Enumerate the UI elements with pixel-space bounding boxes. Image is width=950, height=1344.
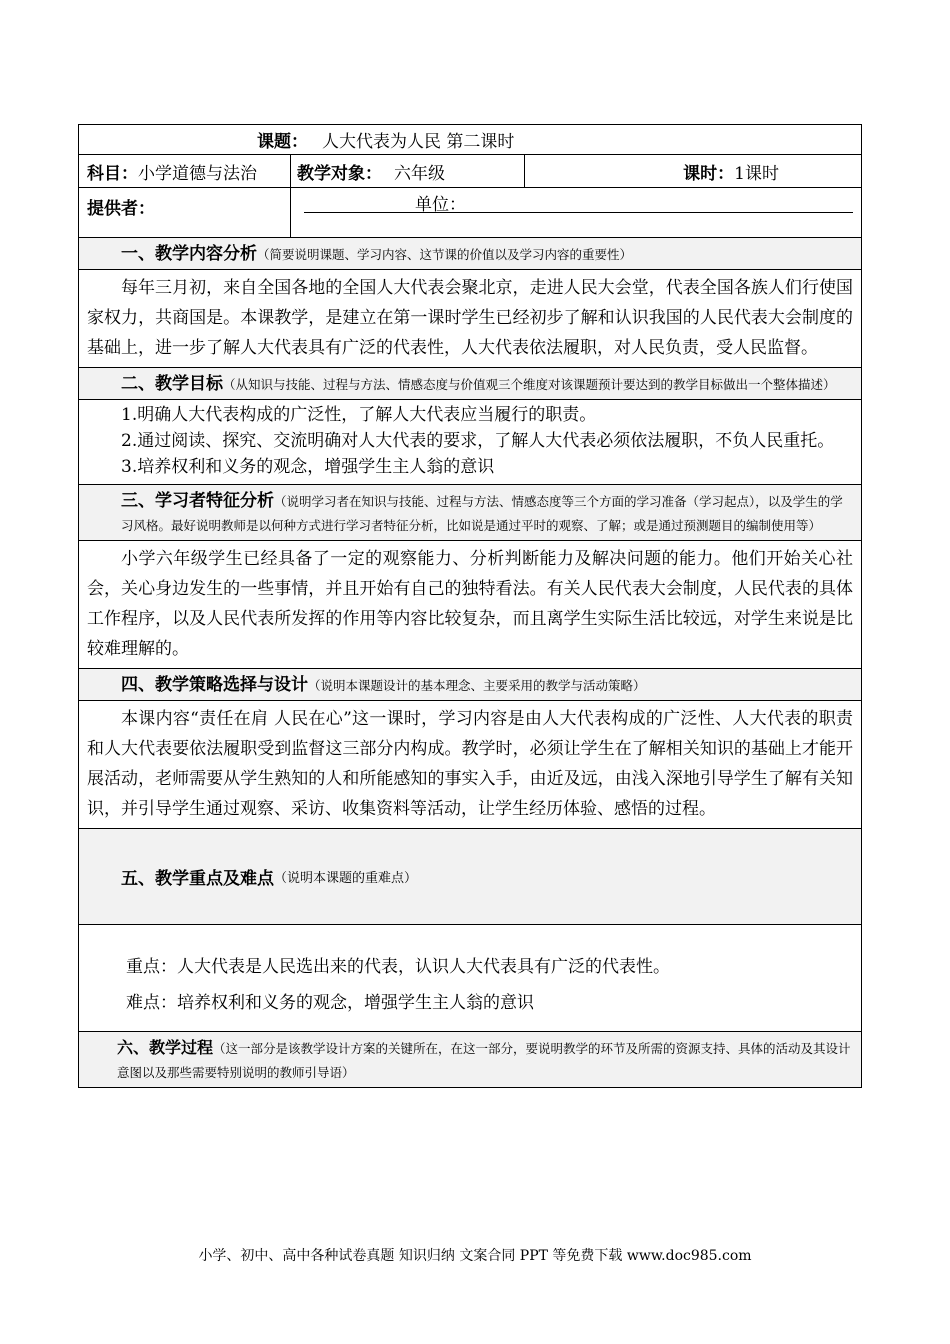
section6-header [79,1032,861,1087]
section3-header [79,485,861,541]
audience-cell [291,155,525,187]
topic-row [79,125,861,155]
section1-title: 一、教学内容分析 [121,244,257,264]
info-row [79,155,861,188]
subject-label: 科目： [87,163,138,184]
hours-value: 1课时 [734,163,779,184]
section2-goals [79,400,861,485]
section5-title: 五、教学重点及难点 [121,869,274,889]
section3-title: 三、学习者特征分析 [121,491,274,511]
provider-label: 提供者： [87,199,155,219]
key-point: 重点：人大代表是人民选出来的代表，认识人大代表具有广泛的代表性。 [126,957,670,977]
subject-value: 小学道德与法治 [138,163,257,184]
section5-body [79,925,861,1032]
unit-label: 单位： [415,195,466,215]
section2-note: （从知识与技能、过程与方法、情感态度与价值观三个维度对该课题预计要达到的教学目标做出一个整体描述） [223,377,836,392]
provider-row [79,188,861,238]
section4-title: 四、教学策略选择与设计 [121,675,308,695]
goal-item: 2.通过阅读、探究、交流明确对人大代表的要求，了解人大代表必须依法履职，不负人民重托。 [121,431,835,451]
lesson-plan-table [78,124,862,1088]
hours-label: 课时： [683,163,735,184]
unit-cell [291,188,861,237]
provider-cell [79,188,291,237]
unit-underline [304,212,853,213]
hours-cell [525,155,861,187]
section6-title: 六、教学过程 [117,1038,214,1057]
section1-header [79,238,861,270]
section4-body: 本课内容“责任在肩 人民在心”这一课时，学习内容是由人大代表构成的广泛性、人大代表的职责和人大代表要依法履职受到监督这三部分内构成。教学时，必须让学生在了解相关知识的基础上才能开展活动，老师需要从学生熟知的人和所能感知的事实入手，由近及远，由浅入深地引导学生了解有关知识，并引导学生通过观察、采访、收集资料等活动，让学生经历体验、感悟的过程。 [79,701,861,829]
audience-value: 六年级 [394,163,445,184]
section4-header [79,669,861,701]
section5-header [79,829,861,925]
section1-body: 每年三月初，来自全国各地的全国人大代表会聚北京，走进人民大会堂，代表全国各族人们行使国家权力，共商国是。本课教学，是建立在第一课时学生已经初步了解和认识我国的人民代表大会制度的基础上，进一步了解人大代表具有广泛的代表性，人大代表依法履职，对人民负责，受人民监督。 [79,270,861,368]
page-footer: 小学、初中、高中各种试卷真题 知识归纳 文案合同 PPT 等免费下载 www.doc985.com [198,1248,752,1264]
topic-label: 课题： [257,132,308,152]
section4-note: （说明本课题设计的基本理念、主要采用的教学与活动策略） [308,678,646,693]
section3-note: （说明学习者在知识与技能、过程与方法、情感态度等三个方面的学习准备（学习起点），以及学生的学习风格。最好说明教师是以何种方式进行学习者特征分析，比如说是通过平时的观察、了解；或是通过预测题目的编制使用等） [121,494,843,533]
goal-item: 1.明确人大代表构成的广泛性，了解人大代表应当履行的职责。 [121,405,597,425]
section6-note: （这一部分是该教学设计方案的关键所在，在这一部分，要说明教学的环节及所需的资源支持、具体的活动及其设计意图以及那些需要特别说明的教师引导语） [117,1041,851,1080]
goal-item: 3.培养权利和义务的观念，增强学生主人翁的意识 [121,457,495,477]
section5-note: （说明本课题的重难点） [274,871,418,886]
audience-label: 教学对象： [297,163,382,184]
section1-note: （简要说明课题、学习内容、这节课的价值以及学习内容的重要性） [257,247,633,262]
difficulty-point: 难点：培养权利和义务的观念，增强学生主人翁的意识 [126,993,534,1013]
topic-value: 人大代表为人民 第二课时 [322,132,515,152]
section3-body: 小学六年级学生已经具备了一定的观察能力、分析判断能力及解决问题的能力。他们开始关心社会，关心身边发生的一些事情，并且开始有自己的独特看法。有关人民代表大会制度，人民代表的具体工作程序，以及人民代表所发挥的作用等内容比较复杂，而且离学生实际生活比较远，对学生来说是比较难理解的。 [79,541,861,669]
section2-title: 二、教学目标 [121,374,223,394]
subject-cell [79,155,291,187]
section2-header [79,368,861,400]
